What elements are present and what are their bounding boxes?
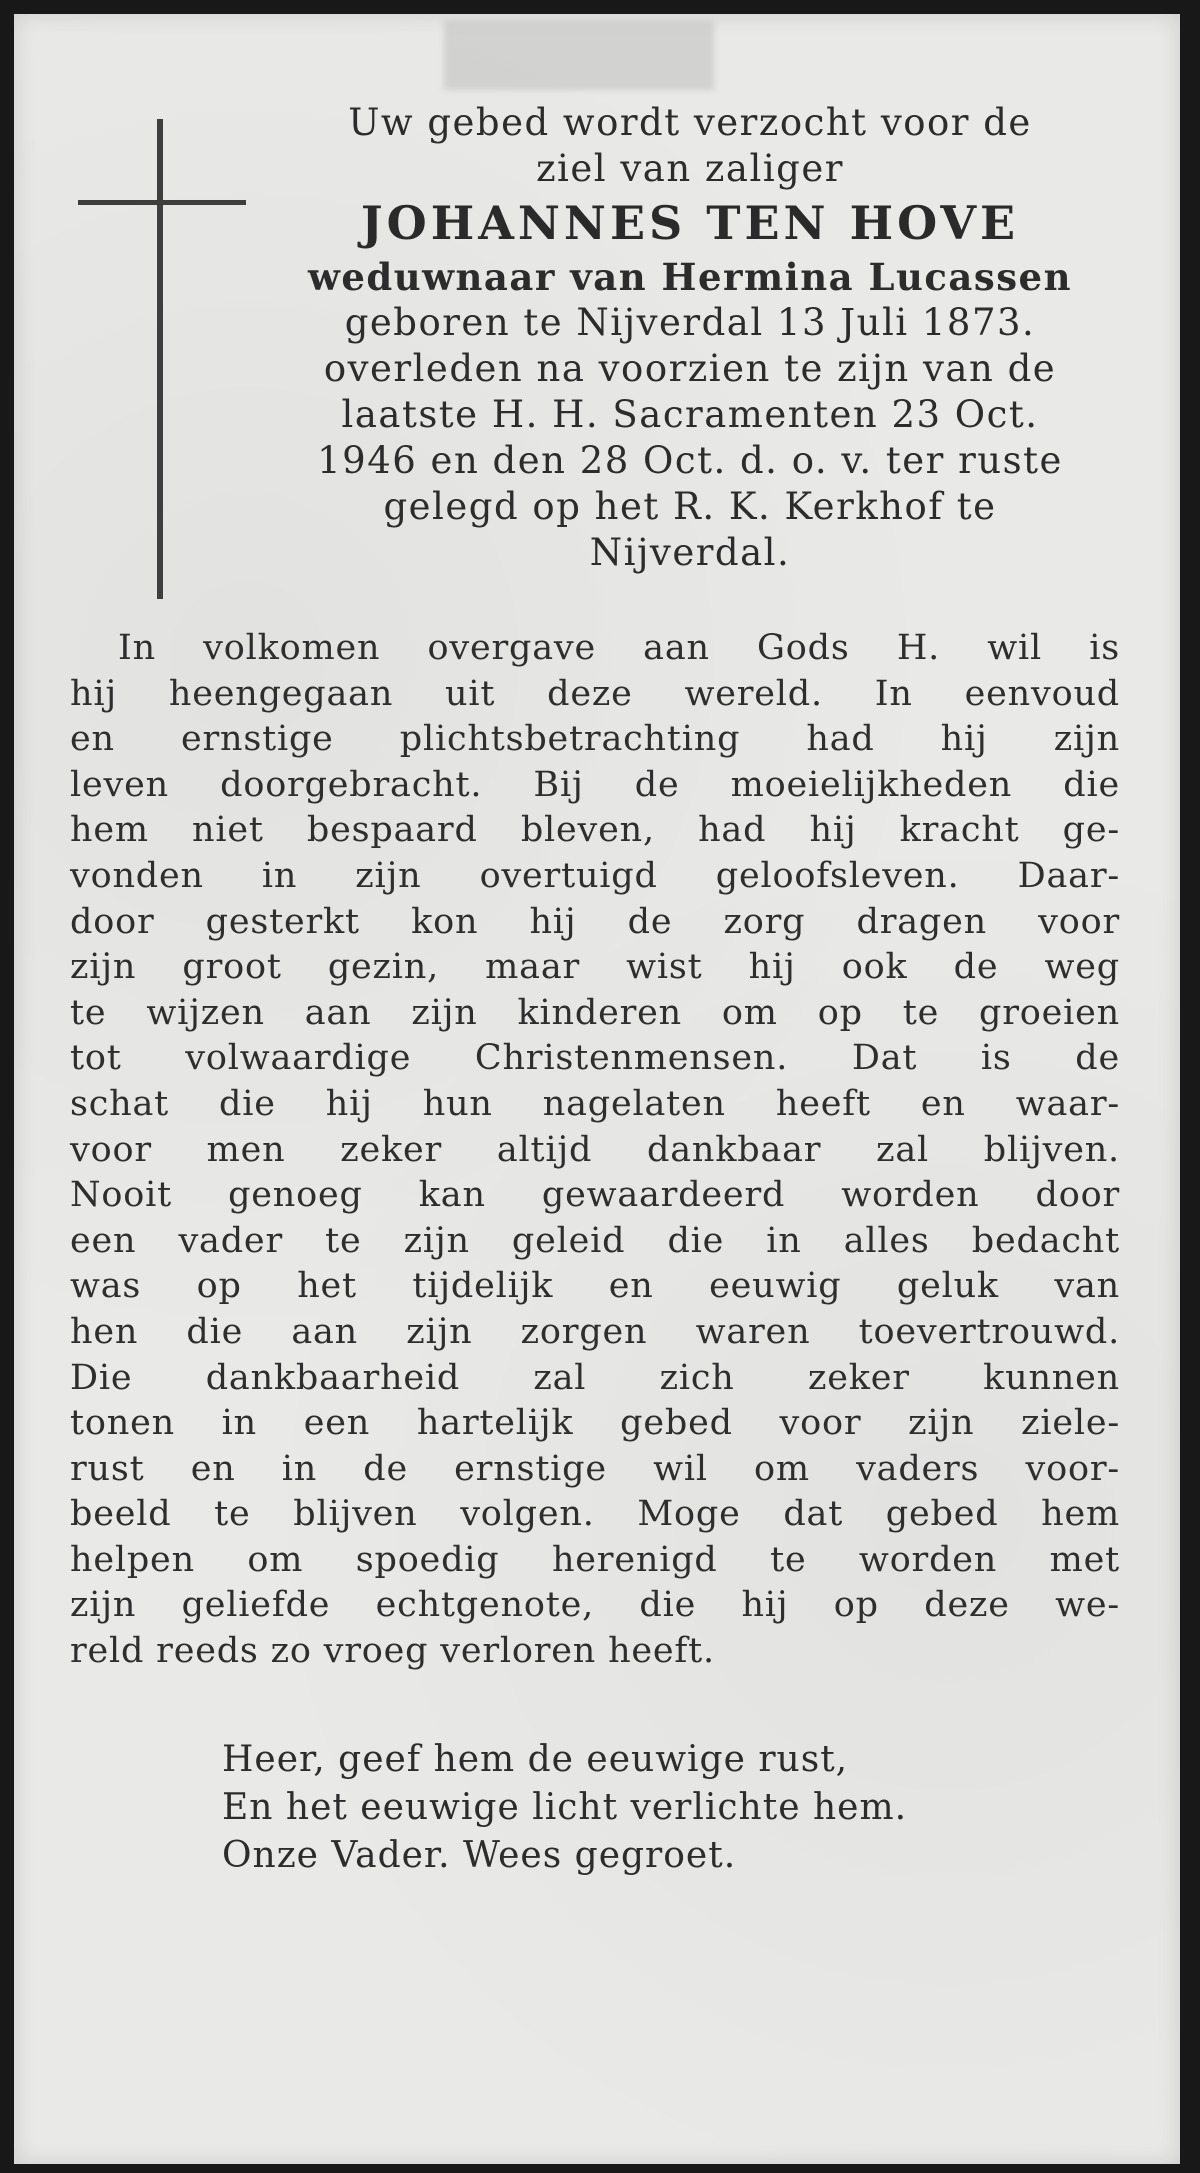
body-line: hem niet bespaard bleven, had hij kracht ge- — [70, 810, 1120, 851]
body-line: was op het tijdelijk en eeuwig geluk van — [70, 1266, 1120, 1307]
body-line: In volkomen overgave aan Gods H. wil is — [118, 628, 1120, 668]
detail-line: overleden na voorzien te zijn van de — [323, 347, 1057, 390]
body-line: tonen in een hartelijk gebed voor zijn ziele- — [70, 1403, 1120, 1444]
cross-icon — [157, 119, 163, 599]
body-line: reld reeds zo vroeg verloren heeft. — [70, 1631, 715, 1672]
body-line: vonden in zijn overtuigd geloofsleven. Daar- — [70, 855, 1120, 896]
detail-line: gelegd op het R. K. Kerkhof te — [383, 485, 997, 528]
body-line: voor men zeker altijd dankbaar zal blijven. — [70, 1129, 1120, 1170]
tape-mark — [444, 20, 714, 90]
detail-line: geboren te Nijverdal 13 Juli 1873. — [344, 301, 1036, 344]
detail-line: Nijverdal. — [589, 531, 791, 574]
detail-line: 1946 en den 28 Oct. d. o. v. ter ruste — [317, 439, 1063, 482]
body-line: te wijzen aan zijn kinderen om op te groeien — [70, 992, 1120, 1033]
header-line: ziel van zaliger — [536, 147, 844, 190]
detail-line: laatste H. H. Sacramenten 23 Oct. — [341, 393, 1039, 436]
body-text — [70, 626, 1120, 1675]
prayer-line: Onze Vader. Wees gegroet. — [222, 1835, 737, 1876]
prayer-line: En het eeuwige licht verlichte hem. — [222, 1787, 908, 1828]
body-line: hen die aan zijn zorgen waren toevertrouwd. — [70, 1311, 1120, 1352]
cross-icon-bar — [78, 200, 246, 205]
body-line: Nooit genoeg kan gewaardeerd worden door — [70, 1175, 1120, 1216]
body-line: Die dankbaarheid zal zich zeker kunnen — [70, 1357, 1120, 1398]
body-line: en ernstige plichtsbetrachting had hij zijn — [70, 719, 1120, 760]
body-line: tot volwaardige Christenmensen. Dat is de — [70, 1038, 1120, 1079]
detail-line: weduwnaar van Hermina Lucassen — [308, 255, 1072, 299]
body-line: beeld te blijven volgen. Moge dat gebed hem — [70, 1494, 1120, 1535]
card-header — [250, 100, 1130, 576]
body-line: schat die hij hun nagelaten heeft en waar- — [70, 1083, 1120, 1124]
body-line: zijn groot gezin, maar wist hij ook de weg — [70, 947, 1120, 988]
header-line: Uw gebed wordt verzocht voor de — [348, 101, 1032, 144]
deceased-name: JOHANNES TEN HOVE — [360, 196, 1020, 250]
body-line: hij heengegaan uit deze wereld. In eenvoud — [70, 673, 1120, 714]
body-line: helpen om spoedig herenigd te worden met — [70, 1539, 1120, 1580]
closing-prayer — [222, 1736, 907, 1880]
body-line: een vader te zijn geleid die in alles bedacht — [70, 1220, 1120, 1261]
body-line: rust en in de ernstige wil om vaders voor- — [70, 1448, 1120, 1489]
body-line: door gesterkt kon hij de zorg dragen voor — [70, 901, 1120, 942]
body-line: zijn geliefde echtgenote, die hij op deze we- — [70, 1585, 1120, 1626]
body-line: leven doorgebracht. Bij de moeielijkheden die — [70, 764, 1120, 805]
prayer-line: Heer, geef hem de eeuwige rust, — [222, 1739, 849, 1780]
